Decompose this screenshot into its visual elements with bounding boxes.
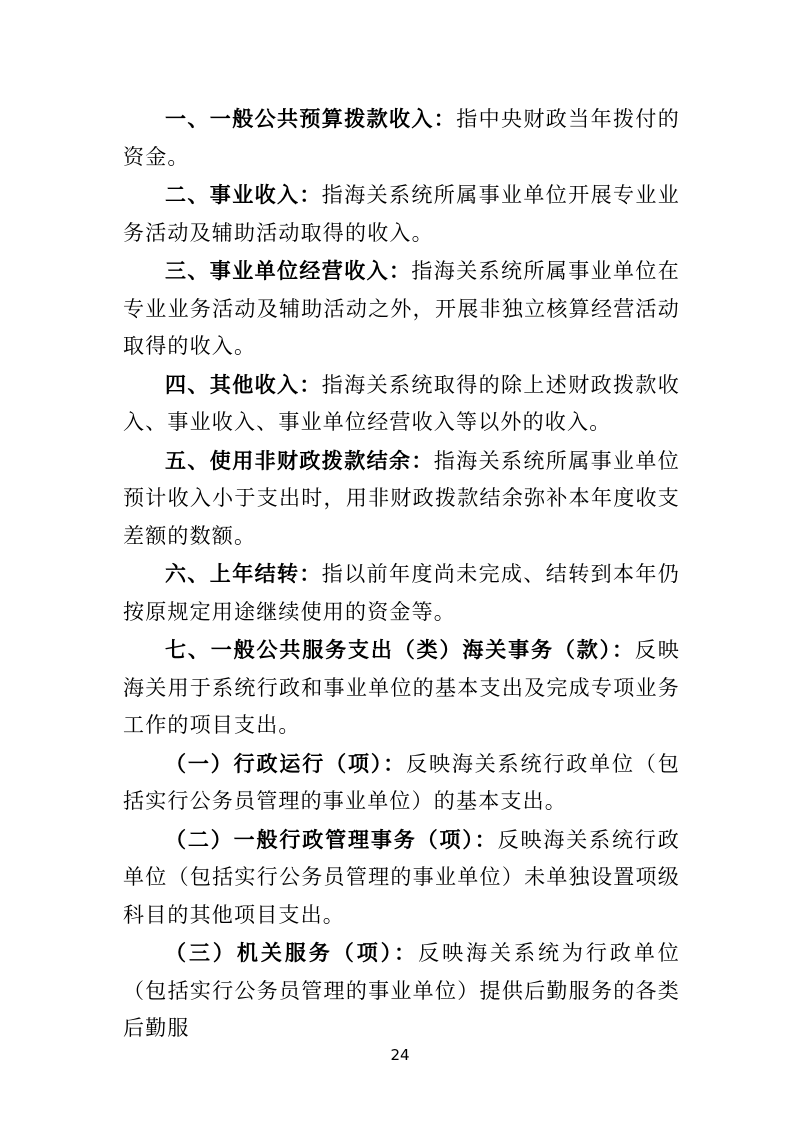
definition: 反映海关系统行政单位（包括实行公务员管理的事业单位）的基本支出。 <box>123 751 681 813</box>
definition: 指以前年度尚未完成、结转到本年仍按原规定用途继续使用的资金等。 <box>123 562 680 624</box>
definition: 指海关系统所属事业单位预计收入小于支出时，用非财政拨款结余弥补本年度收支差额的数额。 <box>123 448 680 548</box>
paragraph-non-fiscal-surplus <box>123 443 680 556</box>
term: 五、使用非财政拨款结余： <box>165 448 434 473</box>
paragraph-administrative-operation <box>123 746 680 821</box>
paragraph-business-income <box>123 177 680 252</box>
paragraph-agency-services <box>123 935 680 1048</box>
definition: 指海关系统取得的除上述财政拨款收入、事业收入、事业单位经营收入等以外的收入。 <box>123 372 680 434</box>
page-number: 24 <box>390 1046 410 1064</box>
paragraph-carryover <box>123 556 680 631</box>
definition: 反映海关用于系统行政和事业单位的基本支出及完成专项业务工作的项目支出。 <box>123 638 680 737</box>
definition: 反映海关系统为行政单位（包括实行公务员管理的事业单位）提供后勤服务的各类后勤服 <box>123 941 681 1040</box>
term: 一、一般公共预算拨款收入： <box>165 107 457 131</box>
paragraph-general-budget-income <box>123 101 680 176</box>
definition: 指海关系统所属事业单位开展专业业务活动及辅助活动取得的收入。 <box>123 183 680 245</box>
definition: 指中央财政当年拨付的资金。 <box>123 107 680 169</box>
definition: 反映海关系统行政单位（包括实行公务员管理的事业单位）未单独设置项级科目的其他项目支出。 <box>123 827 680 927</box>
document-body <box>123 101 680 1049</box>
definition: 指海关系统所属事业单位在专业业务活动及辅助活动之外，开展非独立核算经营活动取得的收入。 <box>123 259 681 358</box>
term: 三、事业单位经营收入： <box>165 259 412 283</box>
term: （二）一般行政管理事务（项）： <box>165 827 498 852</box>
paragraph-operating-income <box>123 253 680 366</box>
term: 四、其他收入： <box>165 372 322 397</box>
paragraph-other-income <box>123 367 680 442</box>
paragraph-customs-affairs-expenditure <box>123 632 680 745</box>
term: （三）机关服务（项）： <box>165 941 419 965</box>
term: 二、事业收入： <box>165 183 322 207</box>
term: 六、上年结转： <box>165 562 322 586</box>
term: 七、一般公共服务支出（类）海关事务（款）： <box>165 638 635 662</box>
term: （一）行政运行（项）： <box>165 751 407 776</box>
paragraph-general-administration <box>123 822 680 935</box>
